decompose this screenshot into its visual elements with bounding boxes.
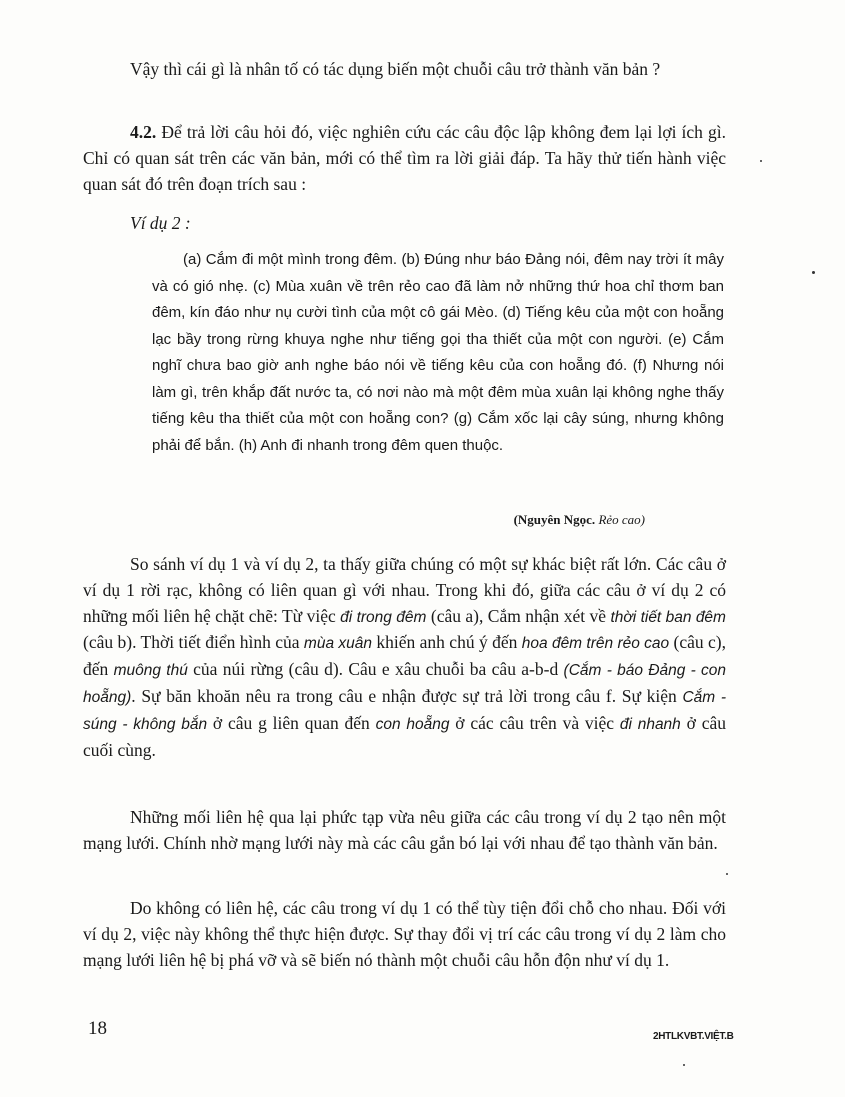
emphasis: Cắm - súng - không bắn (83, 688, 726, 733)
intro-text: Vậy thì cái gì là nhân tố có tác dụng biến một chuỗi câu trở thành văn bản ? (130, 59, 661, 79)
emphasis: hoa đêm trên rẻo cao (521, 635, 670, 653)
footer-stamp: 2HTLKVBT.VIỆT.B (653, 1031, 734, 1042)
analysis-paragraph-1 (83, 552, 726, 763)
section-text: Để trả lời câu hỏi đó, việc nghiên cứu các câu độc lập không đem lại lợi ích gì. Chỉ có quan sát trên các văn bản, mới có thể tìm ra lời giải đáp. Ta hãy thử tiến hành việc quan sát đó trên đoạn trích sau : (83, 122, 727, 194)
analysis-paragraph-2 (83, 805, 726, 857)
analysis-text: Những mối liên hệ qua lại phức tạp vừa nêu giữa các câu trong ví dụ 2 tạo nên một mạng lưới. Chính nhờ mạng lưới này mà các câu gắn bó lại với nhau để tạo thành văn bản. (83, 807, 726, 853)
quote-source (514, 512, 645, 528)
analysis-text: So sánh ví dụ 1 và ví dụ 2, ta thấy giữa chúng có một sự khác biệt rất lớn. Các câu ở ví dụ 1 rời rạc, không có liên quan gì với nhau. Trong khi đó, giữa các câu ở ví dụ 2 có những mối liên hệ chặt chẽ: Từ việc (83, 554, 726, 626)
analysis-paragraph-3 (83, 896, 726, 973)
section-paragraph (83, 120, 726, 197)
emphasis: đi trong đêm (340, 608, 427, 626)
scan-speck (760, 160, 762, 162)
intro-paragraph (83, 57, 726, 83)
example-quote-text: (a) Cắm đi một mình trong đêm. (b) Đúng như báo Đảng nói, đêm nay trời ít mây và có gió nhẹ. (c) Mùa xuân về trên rẻo cao đã làm nở những thứ hoa chỉ thơm ban đêm, kín đáo như nụ cười tình của một cô gái Mèo. (d) Tiếng kêu của một con hoẵng lạc bầy trong rừng khuya nghe như tiếng gọi tha thiết của một con người. (e) Cắm nghĩ chưa bao giờ anh nghe báo nói về tiếng kêu của con hoẵng đó. (f) Nhưng nói làm gì, trên khắp đất nước ta, có nơi nào mà một đêm mùa xuân lại không nghe thấy tiếng kêu tha thiết của một con hoẵng con? (g) Cắm xốc lại cây súng, nhưng không phải để bắn. (h) Anh đi nhanh trong đêm quen thuộc. (152, 251, 724, 454)
page-number: 18 (88, 1018, 107, 1039)
analysis-text: khiến anh chú ý đến (372, 632, 522, 653)
analysis-text: ở các câu trên và việc (449, 712, 620, 733)
emphasis: con hoẵng (375, 715, 450, 733)
emphasis: muông thú (113, 662, 188, 680)
emphasis: (Cắm - báo Đảng - con hoẵng) (83, 662, 726, 706)
source-author: (Nguyên Ngọc. (513, 512, 596, 527)
section-number: 4.2. (130, 122, 157, 142)
analysis-text: (câu a), Cắm nhận xét về (426, 605, 611, 626)
emphasis: thời tiết ban đêm (610, 608, 726, 626)
emphasis: đi nhanh (619, 715, 681, 733)
analysis-text: (câu c), đến (83, 632, 727, 680)
scan-speck (812, 271, 815, 274)
emphasis: mùa xuân (303, 635, 372, 653)
analysis-text: Do không có liên hệ, các câu trong ví dụ 1 có thể tùy tiện đổi chỗ cho nhau. Đối với ví dụ 2, việc này không thể thực hiện được. Sự thay đổi vị trí các câu trong ví dụ 2 làm cho mạng lưới liên hệ bị phá vỡ và sẽ biến nó thành một chuỗi câu hỗn độn như ví dụ 1. (83, 898, 726, 970)
scan-speck (726, 873, 728, 875)
example-label: Ví dụ 2 : (130, 213, 191, 233)
analysis-text: ở câu cuối cùng. (83, 712, 726, 760)
scan-speck (683, 1064, 685, 1066)
source-title: Rẻo cao) (598, 512, 645, 527)
example-quote (152, 247, 724, 459)
analysis-text: ở câu g liên quan đến (207, 712, 376, 733)
analysis-text: . Sự băn khoăn nêu ra trong câu e nhận được sự trả lời trong câu f. Sự kiện (131, 685, 683, 706)
analysis-text: (câu b). Thời tiết điển hình của (83, 632, 304, 653)
analysis-text: của núi rừng (câu d). Câu e xâu chuỗi ba câu a-b-d (187, 659, 564, 680)
